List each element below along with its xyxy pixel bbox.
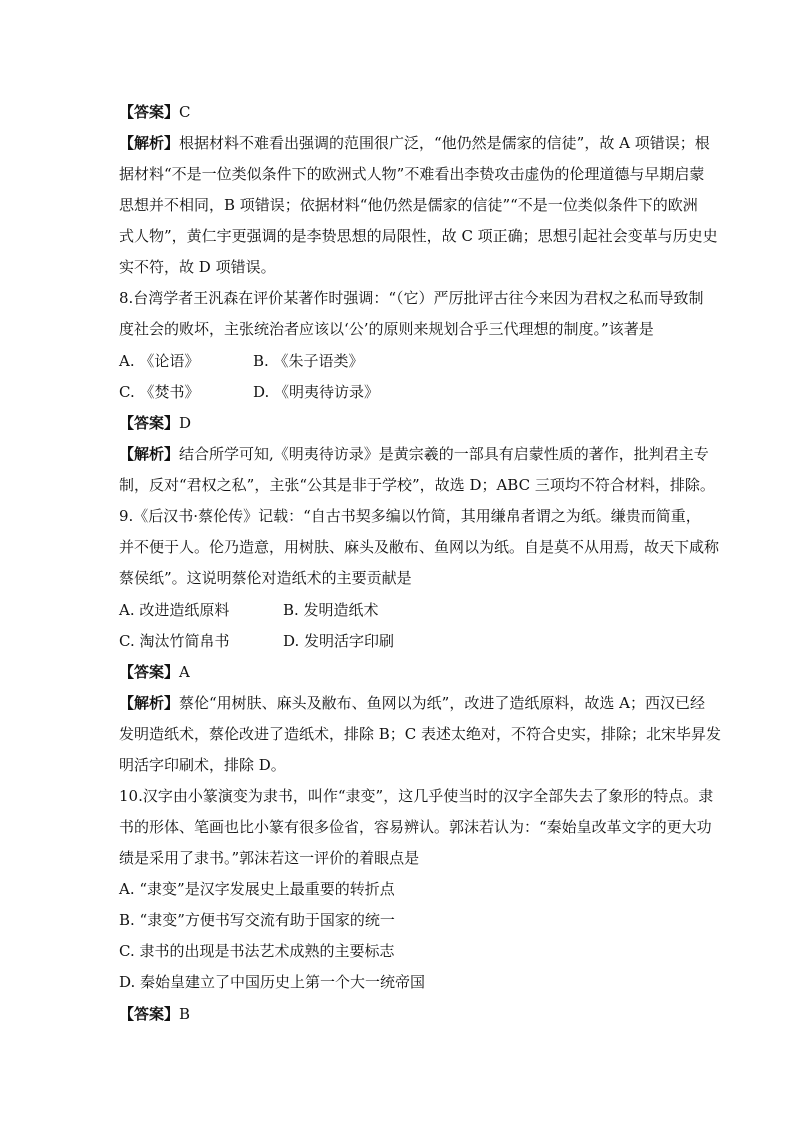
q9-option-c: C. 淘汰竹简帛书 (119, 632, 230, 650)
q9-option-b: B. 发明造纸术 (283, 601, 379, 619)
answer-value: C (179, 103, 191, 121)
q9-option-d: D. 发明活字印刷 (283, 632, 395, 650)
answer-tag: 【答案】 (119, 414, 180, 432)
q9-analysis-line: 发明造纸术，蔡伦改进了造纸术，排除 B；C 表述太绝对，不符合史实，排除；北宋毕昇发 (119, 725, 722, 743)
q9-answer (119, 662, 190, 683)
q8-stem-line: 8.台湾学者王汎森在评价某著作时强调：“（它）严厉批评古往今来因为君权之私而导致制 (119, 289, 704, 307)
q9-analysis-line: 【解析】蔡伦“用树肤、麻头及敝布、鱼网以为纸”，改进了造纸原料，故选 A；西汉已经 (119, 694, 705, 712)
answer-value: D (179, 414, 192, 432)
answer-value: A (179, 663, 190, 681)
q7-answer (119, 102, 191, 123)
answer-tag: 【答案】 (119, 1005, 180, 1023)
q10-stem-line: 10.汉字由小篆演变为隶书，叫作“隶变”，这几乎使当时的汉字全部失去了象形的特点。隶 (119, 787, 714, 805)
q7-analysis-line: 【解析】根据材料不难看出强调的范围很广泛，“他仍然是儒家的信徒”，故 A 项错误；根 (119, 134, 710, 152)
q8-option-d: D. 《明夷待访录》 (253, 383, 380, 401)
q7-analysis-line: 实不符，故 D 项错误。 (119, 258, 276, 276)
q9-option-a: A. 改进造纸原料 (119, 601, 230, 619)
answer-tag: 【答案】 (119, 103, 180, 121)
q7-analysis-line: 据材料“不是一位类似条件下的欧洲式人物”不难看出李贽攻击虚伪的伦理道德与早期启蒙 (119, 165, 705, 183)
q10-stem-line: 书的形体、笔画也比小篆有很多俭省，容易辨认。郭沫若认为：“秦始皇改革文字的更大功 (119, 818, 712, 836)
q8-option-a: A. 《论语》 (119, 352, 200, 370)
analysis-tag: 【解析】 (119, 445, 180, 463)
q10-answer (119, 1004, 190, 1025)
q10-option-b: B. “隶变”方便书写交流有助于国家的统一 (119, 911, 395, 929)
q10-option-c: C. 隶书的出现是书法艺术成熟的主要标志 (119, 942, 395, 960)
q8-answer (119, 413, 191, 434)
q9-stem-line: 并不便于人。伦乃造意，用树肤、麻头及敝布、鱼网以为纸。自是莫不从用焉，故天下咸称 (119, 538, 720, 556)
answer-tag: 【答案】 (119, 663, 180, 681)
answer-value: B (179, 1005, 191, 1023)
q10-option-a: A. “隶变”是汉字发展史上最重要的转折点 (119, 880, 395, 898)
q9-stem-line: 蔡侯纸”。这说明蔡伦对造纸术的主要贡献是 (119, 569, 412, 587)
analysis-tag: 【解析】 (119, 694, 180, 712)
q9-analysis-line: 明活字印刷术，排除 D。 (119, 756, 286, 774)
q9-stem-line: 9.《后汉书·蔡伦传》记载：“自古书契多编以竹简，其用缣帛者谓之为纸。缣贵而简重， (119, 507, 701, 525)
q10-stem-line: 绩是采用了隶书。”郭沫若这一评价的着眼点是 (119, 849, 420, 867)
q10-option-d: D. 秦始皇建立了中国历史上第一个大一统帝国 (119, 973, 426, 991)
q8-analysis-line: 制，反对“君权之私”，主张“公其是非于学校”，故选 D；ABC 三项均不符合材料，排除。 (119, 476, 715, 494)
q8-option-b: B. 《朱子语类》 (253, 352, 364, 370)
q8-analysis-line: 【解析】结合所学可知,《明夷待访录》是黄宗羲的一部具有启蒙性质的著作，批判君主专 (119, 445, 709, 463)
q8-option-c: C. 《焚书》 (119, 383, 200, 401)
analysis-tag: 【解析】 (119, 134, 180, 152)
q7-analysis-line: 式人物”，黄仁宇更强调的是李贽思想的局限性，故 C 项正确；思想引起社会变革与历史史 (119, 227, 718, 245)
q7-analysis-line: 思想并不相同，B 项错误；依据材料“他仍然是儒家的信徒”“不是一位类似条件下的欧洲 (119, 196, 698, 214)
q8-stem-line: 度社会的败坏，主张统治者应该以‘公’的原则来规划合乎三代理想的制度。”该著是 (119, 320, 654, 338)
